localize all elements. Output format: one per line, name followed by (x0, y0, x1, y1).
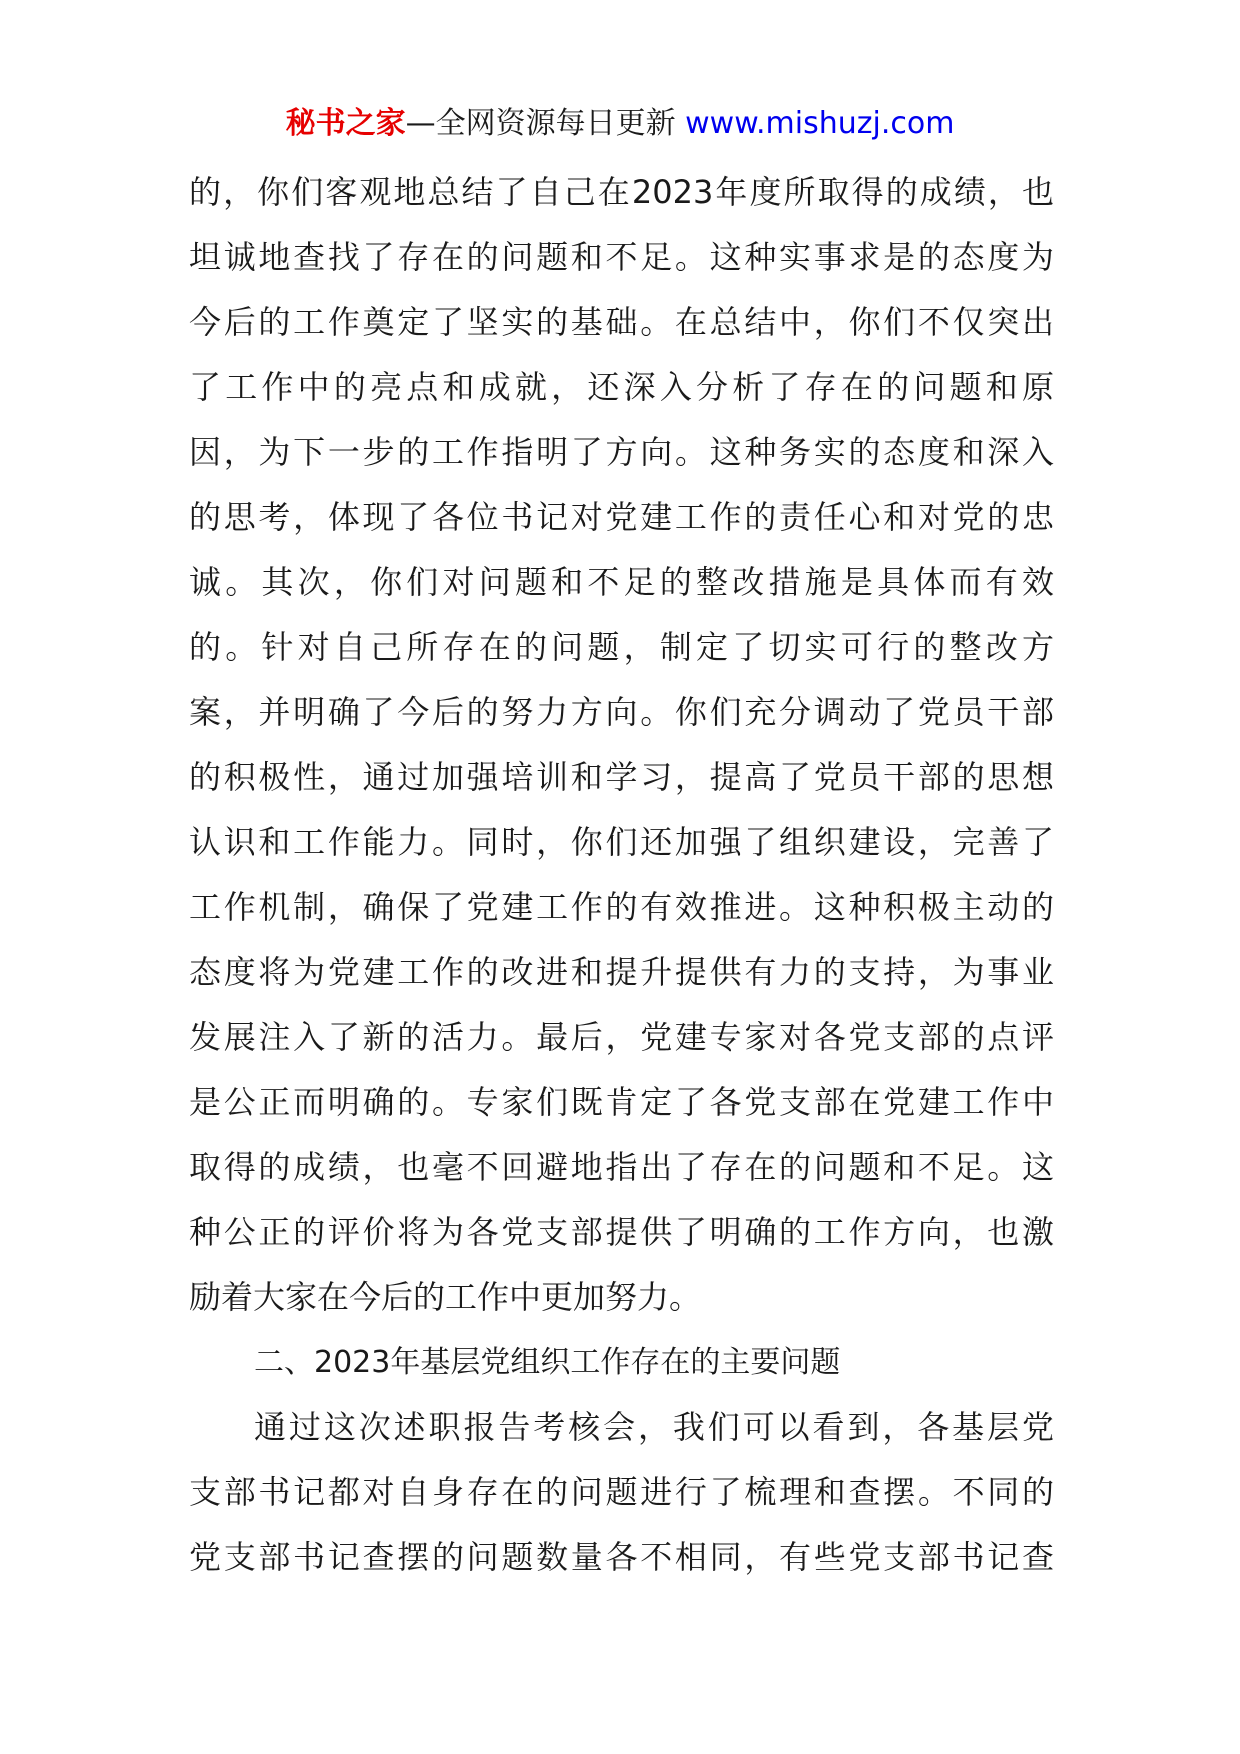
site-header (0, 102, 1240, 146)
text-line: 的。针对自己所存在的问题，制定了切实可行的整改方 (189, 628, 1054, 666)
text-line: 通过这次述职报告考核会，我们可以看到，各基层党 (254, 1408, 1054, 1446)
text-line: 是公正而明确的。专家们既肯定了各党支部在党建工作中 (189, 1083, 1054, 1121)
text-line: 的思考，体现了各位书记对党建工作的责任心和对党的忠 (189, 498, 1054, 536)
text-line: 取得的成绩，也毫不回避地指出了存在的问题和不足。这 (189, 1148, 1054, 1186)
text-line: 了工作中的亮点和成就，还深入分析了存在的问题和原 (189, 368, 1054, 406)
paragraph-1 (189, 160, 1054, 1330)
text-line: 的，你们客观地总结了自己在2023年度所取得的成绩，也 (189, 173, 1054, 211)
text-line: 党支部书记查摆的问题数量各不相同，有些党支部书记查 (189, 1538, 1054, 1576)
text-line: 因，为下一步的工作指明了方向。这种务实的态度和深入 (189, 433, 1054, 471)
text-line: 支部书记都对自身存在的问题进行了梳理和查摆。不同的 (189, 1473, 1054, 1511)
section-heading: 二、2023年基层党组织工作存在的主要问题 (254, 1345, 841, 1380)
text-line: 态度将为党建工作的改进和提升提供有力的支持，为事业 (189, 953, 1054, 991)
document-body (189, 160, 1054, 1590)
text-line: 今后的工作奠定了坚实的基础。在总结中，你们不仅突出 (189, 303, 1054, 341)
text-line: 诚。其次，你们对问题和不足的整改措施是具体而有效 (189, 563, 1054, 601)
text-line: 的积极性，通过加强培训和学习，提高了党员干部的思想 (189, 758, 1054, 796)
text-line: 工作机制，确保了党建工作的有效推进。这种积极主动的 (189, 888, 1054, 926)
site-url-link[interactable]: www.mishuzj.com (685, 106, 955, 141)
text-line: 发展注入了新的活力。最后，党建专家对各党支部的点评 (189, 1018, 1054, 1056)
text-line: 励着大家在今后的工作中更加努力。 (189, 1278, 702, 1316)
text-line: 认识和工作能力。同时，你们还加强了组织建设，完善了 (189, 823, 1054, 861)
text-line: 种公正的评价将为各党支部提供了明确的工作方向，也激 (189, 1213, 1054, 1251)
header-tagline: —全网资源每日更新 (405, 106, 676, 141)
brand-name: 秘书之家 (285, 106, 406, 141)
text-line: 坦诚地查找了存在的问题和不足。这种实事求是的态度为 (189, 238, 1054, 276)
text-line: 案，并明确了今后的努力方向。你们充分调动了党员干部 (189, 693, 1054, 731)
paragraph-2 (189, 1395, 1054, 1590)
